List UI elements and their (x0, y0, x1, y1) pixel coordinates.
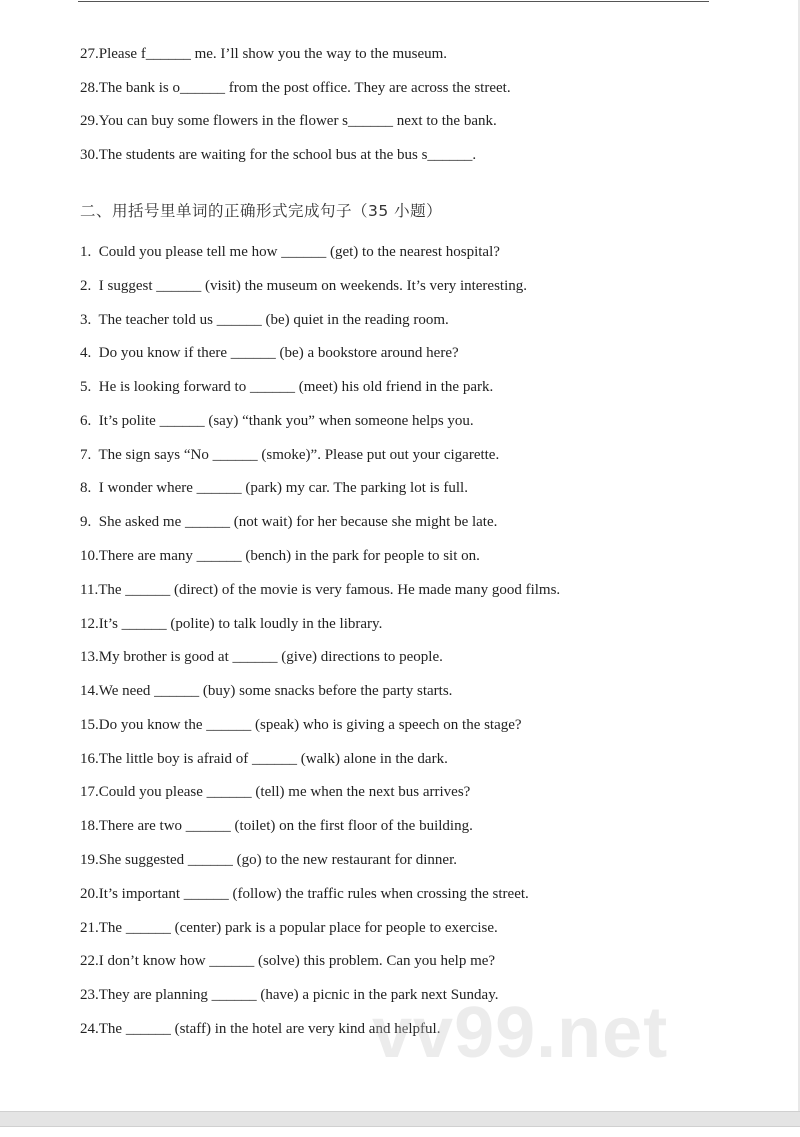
watermark: vv99.net (372, 993, 669, 1073)
question-item: 9. She asked me ______ (not wait) for her because she might be late. (80, 514, 498, 531)
question-item: 6. It’s polite ______ (say) “thank you” when someone helps you. (80, 412, 474, 429)
question-item: 24.The ______ (staff) in the hotel are very kind and helpful. (80, 1020, 441, 1037)
section2-heading: 二、用括号里单词的正确形式完成句子（35 小题） (80, 202, 443, 220)
page-separator (0, 1111, 800, 1127)
question-item: 4. Do you know if there ______ (be) a bookstore around here? (80, 345, 459, 362)
question-item: 12.It’s ______ (polite) to talk loudly in the library. (80, 615, 383, 632)
question-item: 17.Could you please ______ (tell) me when the next bus arrives? (80, 784, 471, 801)
question-item: 7. The sign says “No ______ (smoke)”. Please put out your cigarette. (80, 446, 500, 463)
question-item: 28.The bank is o______ from the post office. They are across the street. (80, 79, 511, 96)
question-item: 20.It’s important ______ (follow) the traffic rules when crossing the street. (80, 885, 529, 902)
question-item: 8. I wonder where ______ (park) my car. The parking lot is full. (80, 480, 468, 497)
question-item: 13.My brother is good at ______ (give) directions to people. (80, 649, 443, 666)
question-item: 15.Do you know the ______ (speak) who is giving a speech on the stage? (80, 716, 522, 733)
question-item: 29.You can buy some flowers in the flower s______ next to the bank. (80, 113, 497, 130)
question-item: 30.The students are waiting for the school bus at the bus s______. (80, 147, 477, 164)
question-item: 19.She suggested ______ (go) to the new restaurant for dinner. (80, 852, 457, 869)
question-item: 10.There are many ______ (bench) in the park for people to sit on. (80, 548, 480, 565)
question-item: 11.The ______ (direct) of the movie is very famous. He made many good films. (80, 581, 561, 598)
question-item: 21.The ______ (center) park is a popular place for people to exercise. (80, 919, 498, 936)
question-item: 14.We need ______ (buy) some snacks before the party starts. (80, 683, 453, 700)
top-rule (78, 1, 709, 2)
question-item: 22.I don’t know how ______ (solve) this problem. Can you help me? (80, 953, 496, 970)
question-item: 18.There are two ______ (toilet) on the first floor of the building. (80, 818, 473, 835)
question-item: 16.The little boy is afraid of ______ (walk) alone in the dark. (80, 750, 448, 767)
question-item: 1. Could you please tell me how ______ (get) to the nearest hospital? (80, 244, 500, 260)
question-item: 2. I suggest ______ (visit) the museum on weekends. It’s very interesting. (80, 277, 528, 294)
question-item: 27.Please f______ me. I’ll show you the way to the museum. (80, 46, 448, 62)
question-item: 5. He is looking forward to ______ (meet) his old friend in the park. (80, 379, 494, 396)
question-item: 23.They are planning ______ (have) a picnic in the park next Sunday. (80, 987, 499, 1004)
question-item: 3. The teacher told us ______ (be) quiet in the reading room. (80, 311, 449, 328)
